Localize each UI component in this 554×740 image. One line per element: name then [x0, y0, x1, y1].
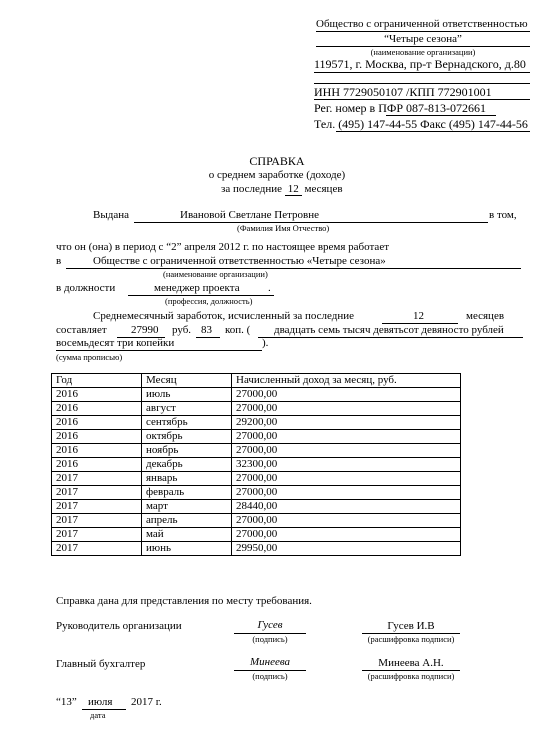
income-cell: 27000,00	[232, 472, 461, 486]
income-cell: 27000,00	[232, 486, 461, 500]
year-cell: 2016	[52, 430, 142, 444]
kop-label: коп. (	[225, 324, 251, 336]
words-underline-1	[258, 337, 523, 338]
amount-kop: 83	[201, 324, 212, 336]
year-cell: 2017	[52, 500, 142, 514]
income-cell: 27000,00	[232, 444, 461, 458]
table-row	[52, 416, 461, 430]
org-underline-3	[314, 72, 530, 73]
date-caption: дата	[90, 710, 106, 720]
month-cell: март	[142, 500, 232, 514]
income-cell: 27000,00	[232, 402, 461, 416]
year-cell: 2017	[52, 528, 142, 542]
position-label: в должности	[56, 282, 116, 294]
date-month: июля	[88, 696, 113, 708]
month-cell: октябрь	[142, 430, 232, 444]
income-cell: 27000,00	[232, 430, 461, 444]
income-cell: 29950,00	[232, 542, 461, 556]
amount-words-line1: двадцать семь тысяч девятьсот девяносто рублей	[274, 324, 504, 336]
document-title: СПРАВКА	[249, 154, 305, 168]
table-row	[52, 444, 461, 458]
org-underline-4	[314, 83, 530, 84]
position-dot: .	[268, 282, 271, 294]
table-row	[52, 388, 461, 402]
acc-signature-caption: (подпись)	[252, 671, 288, 681]
table-header-row	[52, 374, 461, 388]
accountant-label: Главный бухгалтер	[56, 658, 146, 670]
org-inn: ИНН 7729050107 /КПП 772901001	[314, 85, 492, 99]
table-row	[52, 528, 461, 542]
head-label: Руководитель организации	[56, 620, 182, 632]
issued-label: Выдана	[93, 209, 129, 221]
org-pfr: Рег. номер в ПФР 087-813-072661	[314, 101, 487, 115]
rub-label: руб.	[172, 324, 192, 336]
month-cell: сентябрь	[142, 416, 232, 430]
month-cell: июль	[142, 388, 232, 402]
header-year: Год	[52, 374, 142, 388]
table-row	[52, 500, 461, 514]
month-cell: декабрь	[142, 458, 232, 472]
table-row	[52, 402, 461, 416]
period-line	[221, 184, 343, 196]
income-cell: 28440,00	[232, 500, 461, 514]
amount-prefix: составляет	[56, 324, 107, 336]
year-cell: 2017	[52, 542, 142, 556]
year-cell: 2016	[52, 416, 142, 430]
org-name-line1: Общество с ограниченной ответственностью	[316, 18, 528, 30]
header-month: Месяц	[142, 374, 232, 388]
org-underline-6	[386, 115, 496, 116]
name-caption: (Фамилия Имя Отчество)	[237, 223, 330, 233]
income-cell: 27000,00	[232, 388, 461, 402]
org-caption: (наименование организации)	[370, 47, 476, 57]
period-suffix: месяцев	[304, 183, 343, 195]
month-cell: апрель	[142, 514, 232, 528]
issued-suffix: в том,	[489, 209, 517, 221]
income-cell: 27000,00	[232, 528, 461, 542]
words-underline-2	[56, 350, 262, 351]
table-row	[52, 514, 461, 528]
words-caption: (сумма прописью)	[56, 352, 123, 362]
year-cell: 2016	[52, 402, 142, 416]
table-row	[52, 472, 461, 486]
month-cell: май	[142, 528, 232, 542]
table-row	[52, 542, 461, 556]
year-cell: 2017	[52, 486, 142, 500]
amount-rub: 27990	[131, 324, 159, 336]
period-months: 12	[285, 184, 302, 196]
income-cell: 32300,00	[232, 458, 461, 472]
head-signature-caption: (подпись)	[252, 634, 288, 644]
head-signature: Гусев	[257, 619, 283, 631]
acc-signature: Минеева	[249, 656, 291, 668]
document-subtitle: о среднем заработке (доходе)	[208, 169, 346, 181]
position-caption: (профессия, должность)	[165, 296, 253, 306]
org-name-line2: “Четыре сезона”	[384, 33, 462, 45]
workplace: Обществе с ограниченной ответственностью «Четыре сезона»	[93, 255, 386, 267]
purpose-text: Справка дана для представления по месту требования.	[56, 595, 312, 607]
amount-kop-underline	[196, 337, 220, 338]
date-year: 2017 г.	[131, 696, 162, 708]
month-cell: июнь	[142, 542, 232, 556]
income-table	[51, 373, 461, 556]
issued-to-name: Ивановой Светлане Петровне	[180, 209, 320, 221]
year-cell: 2016	[52, 458, 142, 472]
period-text: что он (она) в период с “2” апреля 2012 г. по настоящее время работает	[56, 241, 390, 253]
avg-prefix: Среднемесячный заработок, исчисленный за последние	[93, 310, 355, 322]
month-cell: ноябрь	[142, 444, 232, 458]
avg-suffix: месяцев	[466, 310, 505, 322]
table-row	[52, 458, 461, 472]
period-prefix: за последние	[221, 183, 282, 195]
amount-close: ).	[262, 337, 269, 349]
month-cell: август	[142, 402, 232, 416]
org-caption-body: (наименование организации)	[163, 269, 268, 279]
table-row	[52, 486, 461, 500]
year-cell: 2017	[52, 514, 142, 528]
avg-months: 12	[413, 310, 424, 322]
workplace-underline	[66, 268, 521, 269]
year-cell: 2016	[52, 444, 142, 458]
in-label: в	[56, 255, 62, 267]
org-underline-7	[336, 131, 530, 132]
month-cell: январь	[142, 472, 232, 486]
org-address: 119571, г. Москва, пр-т Вернадского, д.80	[314, 57, 526, 71]
header-income: Начисленный доход за месяц, руб.	[232, 374, 461, 388]
acc-name: Минеева А.Н.	[378, 657, 444, 669]
org-underline-5	[314, 99, 530, 100]
org-phone: Тел. (495) 147-44-55 Факс (495) 147-44-56	[314, 117, 528, 131]
year-cell: 2016	[52, 388, 142, 402]
acc-decode-caption: (расшифровка подписи)	[367, 671, 455, 681]
income-cell: 27000,00	[232, 514, 461, 528]
org-underline-1	[316, 31, 530, 32]
head-decode-caption: (расшифровка подписи)	[367, 634, 455, 644]
month-cell: февраль	[142, 486, 232, 500]
year-cell: 2017	[52, 472, 142, 486]
date-day: “13”	[56, 696, 77, 708]
income-cell: 29200,00	[232, 416, 461, 430]
head-name: Гусев И.В	[387, 620, 435, 632]
amount-words-line2: восемьдесят три копейки	[56, 337, 175, 349]
position-value: менеджер проекта	[154, 282, 240, 294]
table-row	[52, 430, 461, 444]
